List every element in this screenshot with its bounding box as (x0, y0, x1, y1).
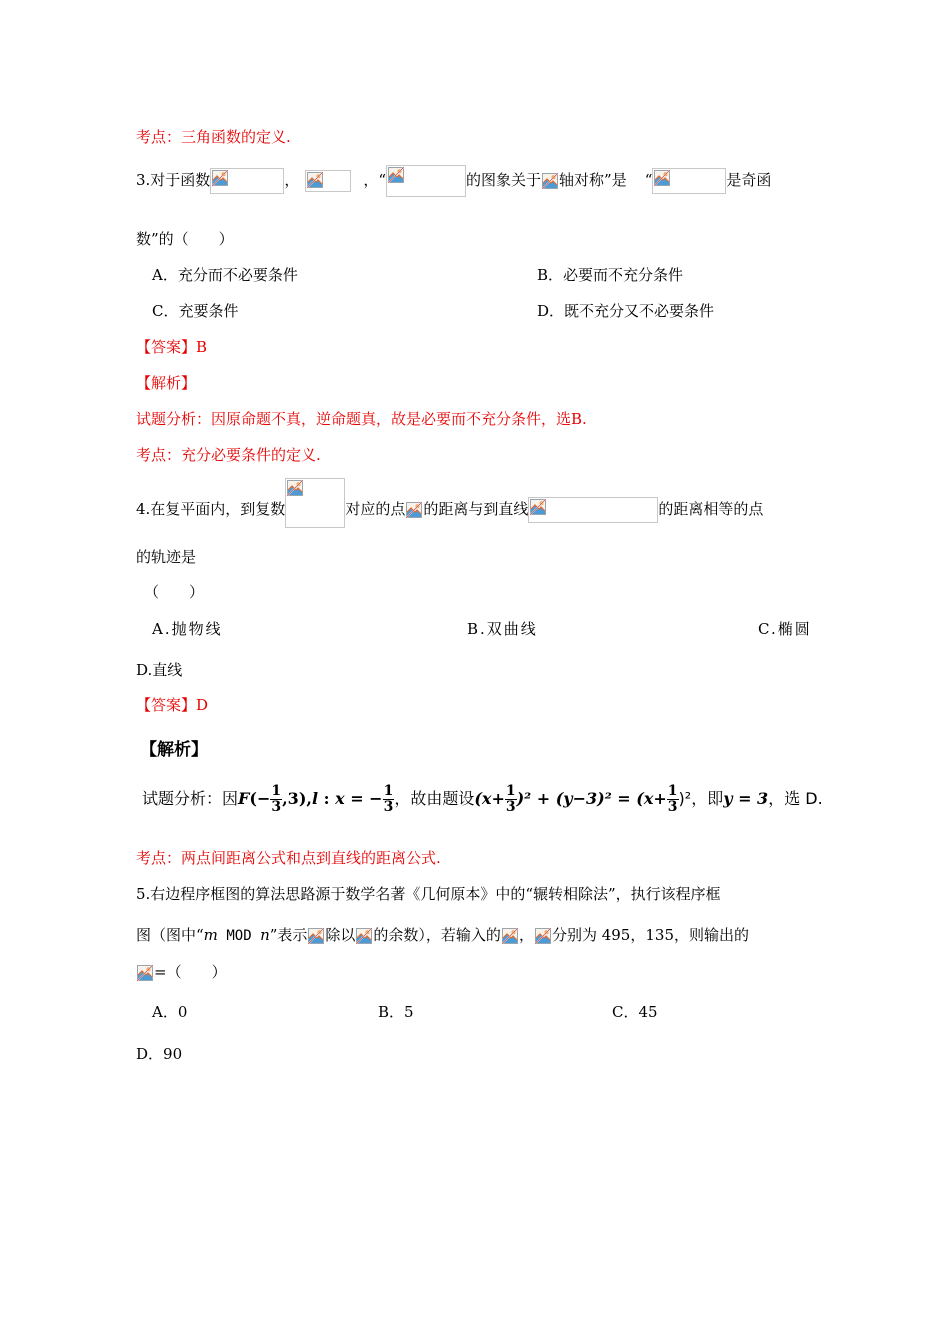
broken-image-icon (308, 928, 324, 944)
broken-image-icon (654, 170, 670, 186)
answer-label: 【答案】B (136, 338, 208, 356)
formula-image-icon (305, 170, 351, 192)
formula-image-icon (405, 501, 423, 519)
broken-image-icon (287, 480, 303, 496)
kaodian-condition: 考点：充分必要条件的定义. (136, 446, 321, 464)
broken-image-icon (542, 173, 558, 189)
question-5-line1: 5.右边程序框图的算法思路源于数学名著《几何原本》中的“辗转相除法”，执行该程序框 (136, 885, 721, 903)
broken-image-icon (530, 499, 546, 515)
formula-image-icon (210, 168, 284, 194)
broken-image-icon (307, 172, 323, 188)
broken-image-icon (535, 928, 551, 944)
fraction: $\frac{1}{3}$ (667, 783, 678, 815)
formula-image-icon (652, 168, 726, 194)
option-d: D．既不充分又不必要条件 (537, 302, 715, 320)
formula-image-icon (386, 165, 466, 197)
fraction: $\frac{1}{3}$ (383, 783, 394, 815)
broken-image-icon (388, 167, 404, 183)
broken-image-icon (137, 965, 153, 981)
option-d: D.直线 (136, 661, 183, 679)
broken-image-icon (502, 928, 518, 944)
option-d: D．90 (136, 1045, 183, 1063)
kaodian-trig: 考点：三角函数的定义. (136, 128, 291, 146)
formula-image-icon (541, 172, 559, 190)
option-a: A．0 (152, 1003, 188, 1021)
option-c: C．45 (612, 1003, 658, 1021)
question-3-line1: 3.对于函数 ， ，“ 的图象关于 轴对称”是 “ 是奇函 (136, 165, 771, 197)
fraction: $\frac{1}{3}$ (505, 783, 516, 815)
question-4-line2: 的轨迹是 (136, 548, 197, 566)
analysis-text: 试题分析：因原命题不真，逆命题真，故是必要而不充分条件，选B. (136, 410, 587, 428)
option-c: C．充要条件 (152, 302, 239, 320)
broken-image-icon (406, 502, 422, 518)
option-b: B.双曲线 (467, 620, 538, 638)
option-a: A．充分而不必要条件 (152, 266, 298, 284)
question-3-line2: 数”的（ ） (136, 230, 234, 248)
fraction: $\frac{1}{3}$ (271, 783, 282, 815)
broken-image-icon (212, 170, 228, 186)
broken-image-icon (356, 928, 372, 944)
analysis-formula: 试题分析：因F(− $\frac{1}{3}$ ,3),l : x = − $\frac{1}{3}$ ，故由题设(x+ $\frac{1}{3}$ )² + (y−3)² = (x+ $\frac{1}{3}$ )²，即y = 3，选 D. (142, 783, 823, 815)
question-5-line2: 图（图中“m MOD n”表示 除以 的余数），若输入的 ， 分别为 495，135，则输出的 (136, 926, 749, 944)
option-b: B．必要而不充分条件 (537, 266, 684, 284)
option-c: C.椭圆 (758, 620, 812, 638)
formula-image-icon (285, 478, 345, 528)
option-b: B．5 (378, 1003, 414, 1021)
q4-prefix: 4.在复平面内，到复数 (136, 500, 286, 518)
answer-paren: （ ） (144, 583, 205, 601)
question-5-line3: =（ ） (136, 961, 227, 983)
analysis-heading: 【解析】 (136, 374, 197, 392)
kaodian-distance: 考点：两点间距离公式和点到直线的距离公式. (136, 849, 441, 867)
formula-image-icon (136, 964, 154, 982)
formula-image-icon (501, 927, 519, 945)
formula-image-icon (528, 497, 658, 523)
formula-image-icon (355, 927, 373, 945)
analysis-heading: 【解析】 (140, 740, 208, 760)
formula-image-icon (534, 927, 552, 945)
formula-image-icon (307, 927, 325, 945)
question-4-line1: 4.在复平面内，到复数 对应的点 的距离与到直线 的距离相等的点 (136, 478, 763, 528)
answer-label: 【答案】D (136, 696, 209, 714)
option-a: A.抛物线 (152, 620, 223, 638)
q3-prefix: 3.对于函数 (136, 171, 211, 189)
